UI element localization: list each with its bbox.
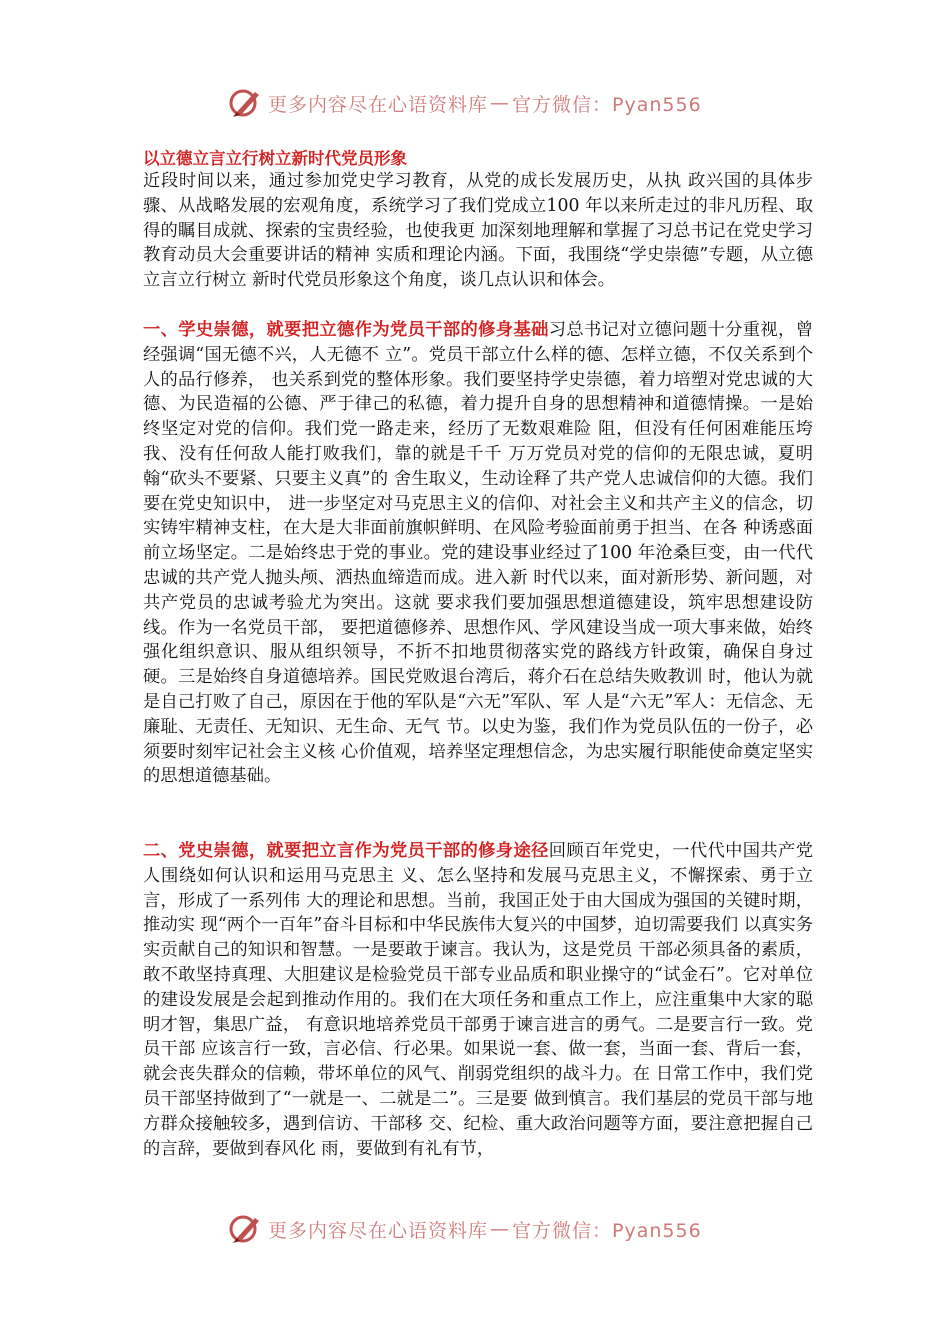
pen-logo-icon <box>228 1212 262 1246</box>
watermark-text: 更多内容尽在心语资料库 <box>268 1219 489 1242</box>
watermark-text: 更多内容尽在心语资料库 <box>268 93 489 116</box>
watermark-dash: — <box>490 92 511 114</box>
watermark-contact: 官方微信：Pyan556 <box>512 1219 702 1242</box>
watermark-dash: — <box>490 1218 511 1240</box>
section-1-body: 习总书记对立德问题十分重视，曾经强调“国无德不兴，人无德不 立”。党员干部立什么样的德、怎样立德，不仅关系到个人的品行修养， 也关系到党的整体形象。我们要坚持学史崇德，着力培塑对党忠诚的大德、为民造福的公德、严于律己的私德，着力提升自身的思想精神和道德情操。一是始终坚定对党的信仰。我们党一路走来，经历了无数艰难险 阻，但没有任何困难能压垮我、没有任何敌人能打败我们，靠的就是千千 万万党员对党的信仰的无限忠诚，夏明翰“砍头不要紧、只要主义真”的 舍生取义，生动诠释了共产党人忠诚信仰的大德。我们要在党史知识中， 进一步坚定对马克思主义的信仰、对社会主义和共产主义的信念，切实铸牢精神支柱，在大是大非面前旗帜鲜明、在风险考验面前勇于担当、在各 种诱惑面前立场坚定。二是始终忠于党的事业。党的建设事业经过了100 年沧桑巨变，由一代代忠诚的共产党人抛头颅、洒热血缔造而成。进入新 时代以来，面对新形势、新问题，对共产党员的忠诚考验尤为突出。这就 要求我们要加强思想道德建设，筑牢思想建设防线。作为一名党员干部， 要把道德修养、思想作风、学风建设当成一项大事来做，始终强化组织意识、服从组织领导，不折不扣地贯彻落实党的路线方针政策，确保自身过硬。三是始终自身道德培养。国民党败退台湾后，蒋介石在总结失败教训 时，他认为就是自己打败了自己，原因在于他的军队是“六无”军队、军 人是“六无”军人：无信念、无廉耻、无责任、无知识、无生命、无气 节。以史为鉴，我们作为党员队伍的一份子，必须要时刻牢记社会主义核 心价值观，培养坚定理想信念，为忠实履行职能使命奠定坚实的思想道德基础。 <box>143 320 813 787</box>
watermark-contact: 官方微信：Pyan556 <box>512 93 702 116</box>
section-2-paragraph <box>143 839 813 1161</box>
pen-logo-icon <box>228 86 262 120</box>
section-1-paragraph <box>143 318 813 789</box>
intro-paragraph: 近段时间以来，通过参加党史学习教育，从党的成长发展历史，从执 政兴国的具体步骤、从战略发展的宏观角度，系统学习了我们党成立100 年以来所走过的非凡历程、取得的瞩目成就、探索的宝贵经验，也使我更 加深刻地理解和掌握了习总书记在党史学习教育动员大会重要讲话的精神 实质和理论内涵。下面，我围绕“学史崇德”专题，从立德立言立行树立 新时代党员形象这个角度，谈几点认识和体会。 <box>143 171 813 291</box>
section-2-body: 回顾百年党史，一代代中国共产党人围绕如何认识和运用马克思主 义、怎么坚持和发展马克思主义，不懈探索、勇于立言，形成了一系列伟 大的理论和思想。当前，我国正处于由大国成为强国的关键时期，推动实 现“两个一百年”奋斗目标和中华民族伟大复兴的中国梦，迫切需要我们 以真实务实贡献自己的知识和智慧。一是要敢于谏言。我认为，这是党员 干部必须具备的素质，敢不敢坚持真理、大胆建议是检验党员干部专业品质和职业操守的“试金石”。它对单位的建设发展是会起到推动作用的。我们在大项任务和重点工作上，应注重集中大家的聪明才智，集思广益， 有意识地培养党员干部勇于谏言进言的勇气。二是要言行一致。党员干部 应该言行一致，言必信、行必果。如果说一套、做一套，当面一套、背后一套，就会丧失群众的信赖，带坏单位的风气、削弱党组织的战斗力。在 日常工作中，我们党员干部坚持做到了“一就是一、二就是二”。三是要 做到慎言。我们基层的党员干部与地方群众接触较多，遇到信访、干部移 交、纪检、重大政治问题等方面，要注意把握自己的言辞，要做到春风化 雨，要做到有礼有节， <box>143 841 813 1159</box>
section-1-heading: 一、学史崇德，就要把立德作为党员干部的修身基础 <box>143 320 549 340</box>
document-title: 以立德立言立行树立新时代党员形象 <box>143 149 407 168</box>
watermark-footer <box>228 1212 702 1246</box>
section-2-heading: 二、党史崇德，就要把立言作为党员干部的修身途径 <box>143 841 549 861</box>
watermark-header <box>228 86 702 120</box>
